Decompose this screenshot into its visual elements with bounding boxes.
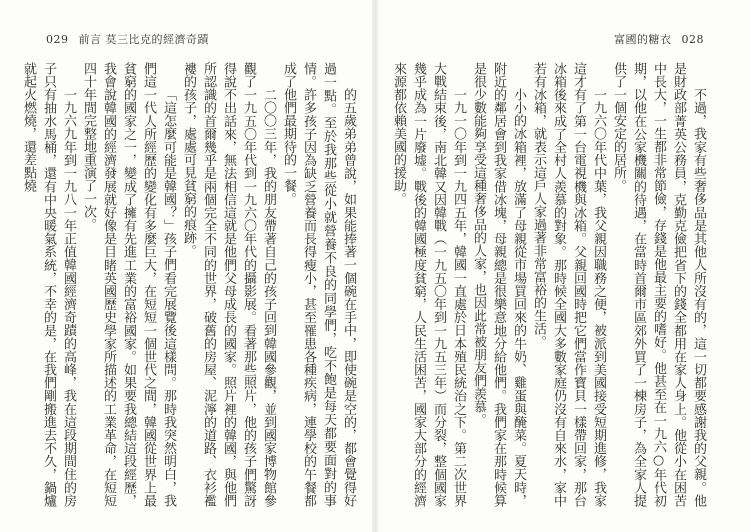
left-paragraph-1: 的五歲弟弟曾說，如果能捧著一個碗在手中，即使碗是空的，都會覺得好過一點。至於我那些從小就營養不良的同學們，吃不飽是每天都要面對的事情。許多孩子因為缺乏營養而長得瘦小，甚至罹患各種疾病，連學校的午餐都成了他們最期待的一餐。 [281, 62, 356, 507]
book-spine [372, 0, 378, 532]
left-paragraph-2: 二〇〇三年，我的朋友帶著自己的孩子回到韓國參觀，並到國家博物館參觀了一九五〇年代到一九六〇年代的攝影展。看著那些照片，他的孩子們驚訝得說不出話來，無法相信這就是他們父母成長的國家。照片裡的韓國，與他們所認識的首爾幾乎是兩個完全不同的世界，破舊的房屋、泥濘的道路、衣衫襤褸的孩子，處處可見貧窮的痕跡。 [181, 62, 276, 507]
left-page-number: 029 [46, 33, 69, 46]
right-page-number: 028 [681, 33, 704, 46]
right-paragraph-1: 不過，我家有些奢侈品是其他人所沒有的，這一切都要感謝我的父親。他是財政部菁英公務員，克勤克儉把省下的錢全都用在家人身上。他從小在困苦中長大，一生都非常節儉，存錢是他最主要的嗜好。他甚至在一九六○年代初期，以他在公家機關的待遇，在當時首爾市區郊外買了一棟房子，為全家人提供了一個安定的居所。 [611, 62, 706, 507]
left-header-section: 前言 [78, 33, 102, 46]
right-paragraph-3: 小小的冰箱裡，放滿了母親從市場買回來的牛奶、雞蛋與醃菜。夏天時，附近的鄰居會到我家借冰塊，母親總是很樂意地分給他們。我們家在那時候算是很少數能夠享受這種奢侈品的人家，也因此常被朋友們羨慕。 [471, 62, 526, 507]
left-page-body [21, 62, 358, 507]
right-page-body [392, 62, 708, 507]
left-paragraph-3: 「這怎麼可能是韓國？」孩子們看完展覽後這樣問。那時我突然明白，我們這一代人所經歷的變化有多麼巨大，在短短一個世代之間，韓國從世界上最貧窮的國家之一，變成了擁有先進工業的富裕國家。如果要我總結這段經歷，我會說韓國的經濟發展就好像是目睹英國歷史學家所描述的工業革命，在短短四十年間完整地重演了一次。 [81, 62, 176, 507]
right-paragraph-4: 一九一〇年到一九四五年，韓國一直處於日本殖民統治之下。第二次世界大戰結束後，南北韓又因韓戰（一九五〇年到一九五三年）而分裂，整個國家幾乎成為一片廢墟。戰後的韓國極度貧窮，人民生活困苦，國家大部分的經濟來源都依賴美國的援助。 [391, 62, 466, 507]
right-paragraph-2: 一九六〇年代中葉，我父親因職務之便，被派到美國接受短期進修，我家這才有了第一台電視機與冰箱。父親回國時把它們當作寶貝一樣帶回家，那台冰箱後來成了全村人羨慕的對象。那時候全國大多數家庭仍沒有自來水，家中若有冰箱，就表示這戶人家過著非常富裕的生活。 [531, 62, 606, 507]
left-paragraph-4: 一九六九年到一九八一年正值韓國經濟奇蹟的高峰，我在這段期間住的房子只有抽水馬桶，還有中央暖氣系統，不幸的是，在我們剛搬進去不久，鍋爐就起火燃燒，還差點燒 [21, 62, 76, 507]
left-header-title: 莫三比克的經濟奇蹟 [105, 33, 209, 46]
right-page-header [614, 31, 710, 47]
right-header-title: 富國的糖衣 [614, 33, 672, 46]
left-page-header [40, 31, 209, 47]
